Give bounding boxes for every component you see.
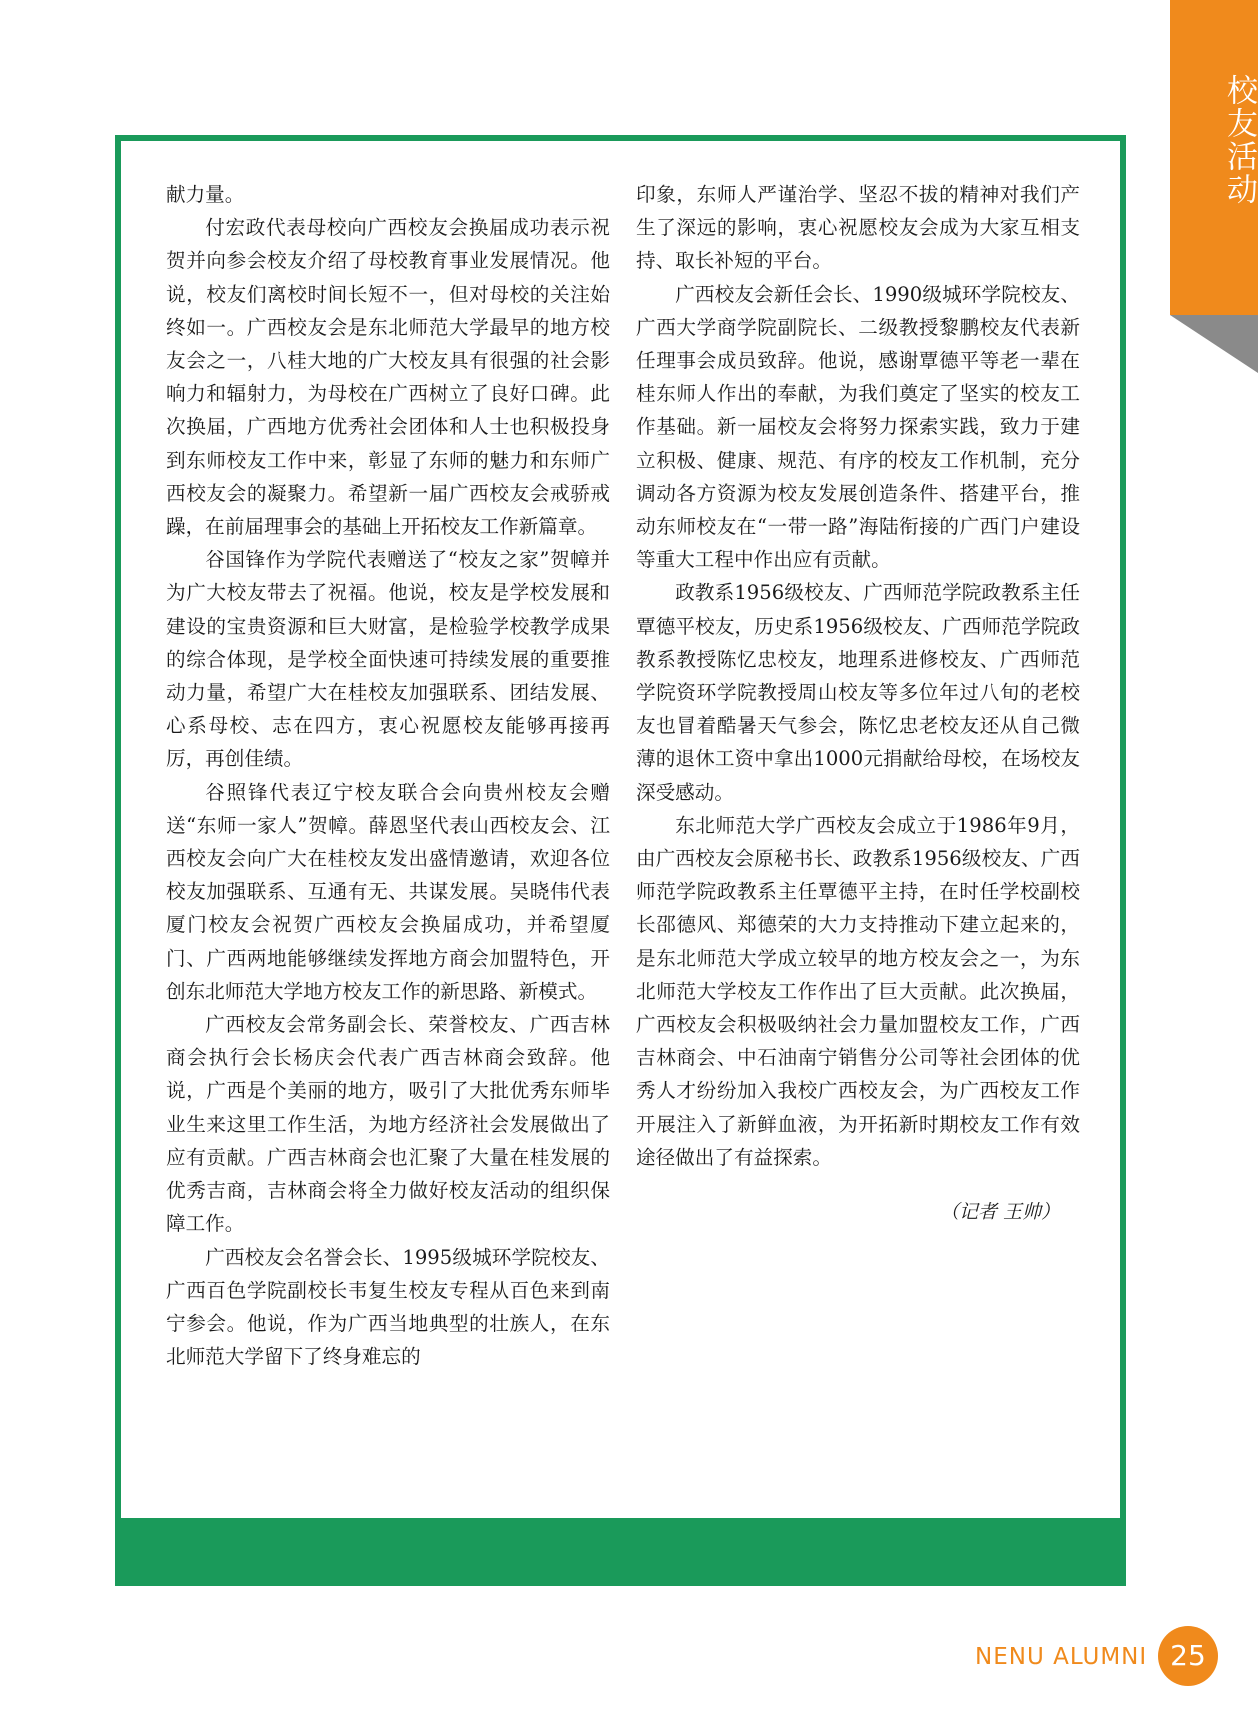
paragraph: 广西校友会名誉会长、1995级城环学院校友、广西百色学院副校长韦复生校友专程从百色来到南宁参会。他说，作为广西当地典型的壮族人，在东北师范大学留下了终身难忘的 (166, 1245, 610, 1369)
article-column-left (166, 178, 610, 1373)
paragraph: 谷国锋作为学院代表赠送了“校友之家”贺幛并为广大校友带去了祝福。他说，校友是学校发展和建设的宝贵资源和巨大财富，是检验学校教学成果的综合体现，是学校全面快速可持续发展的重要推动力量，希望广大在桂校友加强联系、团结发展、心系母校、志在四方，衷心祝愿校友能够再接再厉，再创佳绩。 (166, 548, 610, 771)
footer-brand: NENU ALUMNI (975, 1644, 1148, 1670)
paragraph: 付宏政代表母校向广西校友会换届成功表示祝贺并向参会校友介绍了母校教育事业发展情况。他说，校友们离校时间长短不一，但对母校的关注始终如一。广西校友会是东北师范大学最早的地方校友会之一，八桂大地的广大校友具有很强的社会影响力和辐射力，为母校在广西树立了良好口碑。此次换届，广西地方优秀社会团体和人士也积极投身到东师校友工作中来，彰显了东师的魅力和东师广西校友会的凝聚力。希望新一届广西校友会戒骄戒躁，在前届理事会的基础上开拓校友工作新篇章。 (166, 216, 610, 539)
section-tab-fold (1170, 315, 1258, 373)
paragraph: 广西校友会常务副会长、荣誉校友、广西吉林商会执行会长杨庆会代表广西吉林商会致辞。他说，广西是个美丽的地方，吸引了大批优秀东师毕业生来这里工作生活，为地方经济社会发展做出了应有贡献。广西吉林商会也汇聚了大量在桂发展的优秀吉商，吉林商会将全力做好校友活动的组织保障工作。 (166, 1013, 610, 1236)
page-number: 25 (1158, 1626, 1218, 1686)
article-column-right (636, 178, 1080, 1229)
paragraph: 献力量。 (166, 183, 245, 206)
paragraph: 政教系1956级校友、广西师范学院政教系主任覃德平校友，历史系1956级校友、广西师范学院政教系教授陈忆忠校友，地理系进修校友、广西师范学院资环学院教授周山校友等多位年过八旬的老校友也冒着酷暑天气参会，陈忆忠老校友还从自己微薄的退休工资中拿出1000元捐献给母校，在场校友深受感动。 (636, 581, 1080, 804)
byline: （记者 王帅） (939, 1201, 1060, 1224)
section-tab-label: 校友活动 (1221, 74, 1257, 206)
paragraph: 广西校友会新任会长、1990级城环学院校友、广西大学商学院副院长、二级教授黎鹏校友代表新任理事会成员致辞。他说，感谢覃德平等老一辈在桂东师人作出的奉献，为我们奠定了坚实的校友工作基础。新一届校友会将努力探索实践，致力于建立积极、健康、规范、有序的校友工作机制，充分调动各方资源为校友发展创造条件、搭建平台，推动东师校友在“一带一路”海陆衔接的广西门户建设等重大工程中作出应有贡献。 (636, 282, 1080, 572)
paragraph: 谷照锋代表辽宁校友联合会向贵州校友会赠送“东师一家人”贺幛。薛恩坚代表山西校友会、江西校友会向广大在桂校友发出盛情邀请，欢迎各位校友加强联系、互通有无、共谋发展。吴晓伟代表厦门校友会祝贺广西校友会换届成功，并希望厦门、广西两地能够继续发挥地方商会加盟特色，开创东北师范大学地方校友工作的新思路、新模式。 (166, 780, 610, 1003)
paragraph: 印象，东师人严谨治学、坚忍不拔的精神对我们产生了深远的影响，衷心祝愿校友会成为大家互相支持、取长补短的平台。 (636, 183, 1080, 273)
paragraph: 东北师范大学广西校友会成立于1986年9月，由广西校友会原秘书长、政教系1956级校友、广西师范学院政教系主任覃德平主持，在时任学校副校长邵德风、郑德荣的大力支持推动下建立起来的，是东北师范大学成立较早的地方校友会之一，为东北师范大学校友工作作出了巨大贡献。此次换届，广西校友会积极吸纳社会力量加盟校友工作，广西吉林商会、中石油南宁销售分公司等社会团体的优秀人才纷纷加入我校广西校友会，为广西校友工作开展注入了新鲜血液，为开拓新时期校友工作有效途径做出了有益探索。 (636, 813, 1080, 1169)
